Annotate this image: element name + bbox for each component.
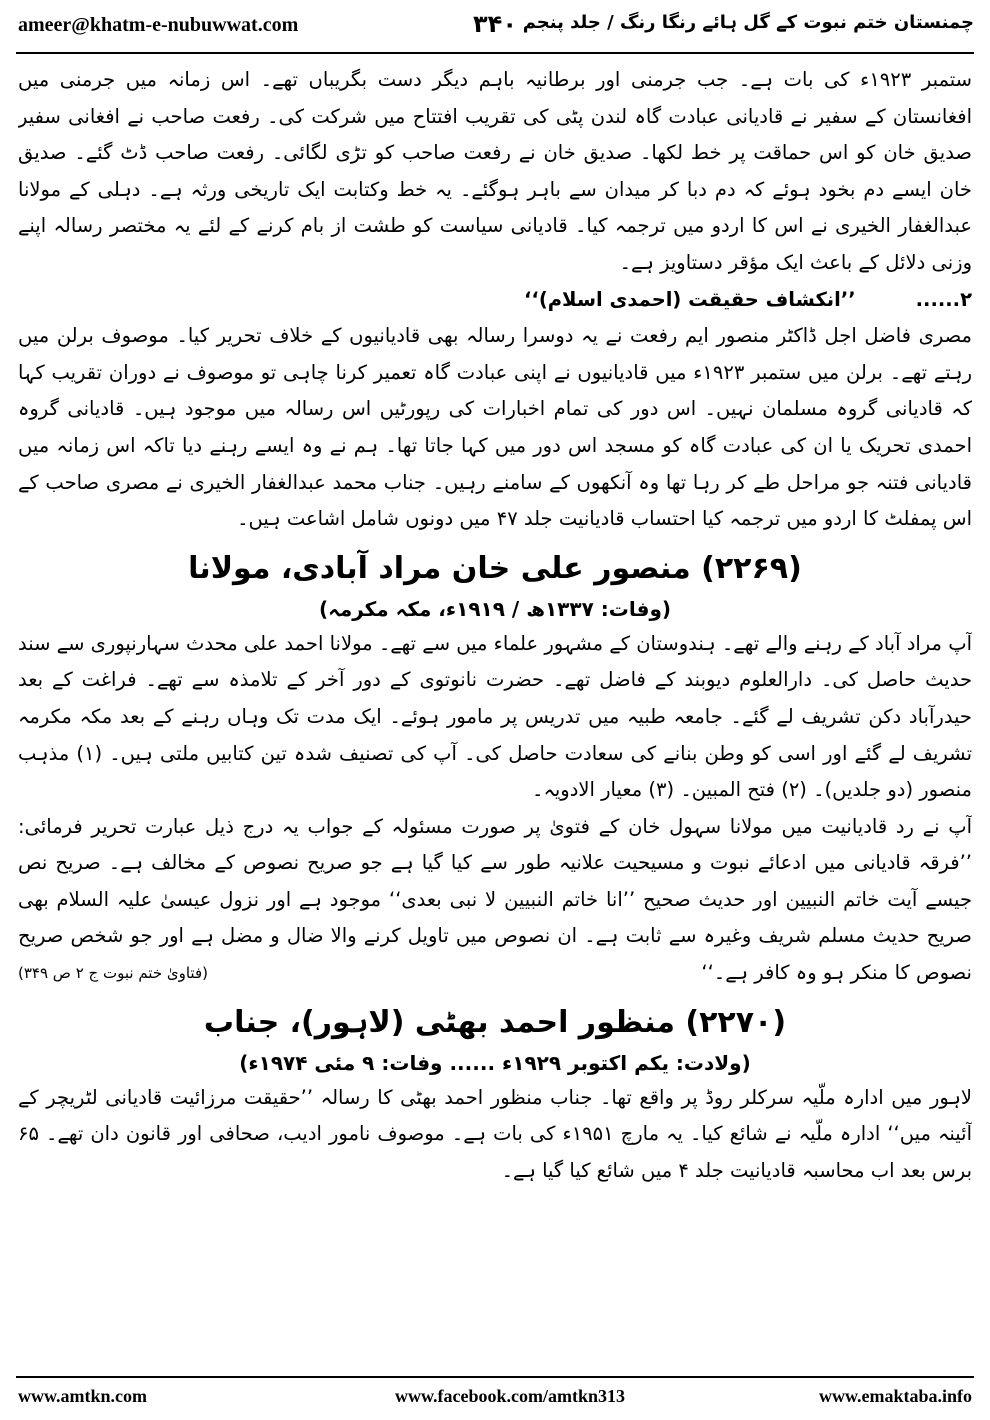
entry-dates-2269: (وفات: ۱۳۳۷ھ / ۱۹۱۹ء، مکہ مکرمہ) — [318, 596, 672, 621]
footer-divider — [16, 1376, 974, 1378]
paragraph-4-reference: (فتاویٰ ختم نبوت ج ۲ ص ۳۴۹) — [18, 964, 208, 983]
page-content — [18, 62, 972, 1362]
book-title: چمنستان ختم نبوت کے گل ہائے رنگا رنگ / جلد پنجم — [522, 12, 974, 33]
footer-link-facebook[interactable]: www.facebook.com/amtkn313 — [395, 1386, 625, 1406]
header-divider — [16, 52, 974, 54]
page-header — [0, 0, 990, 56]
paragraph-4-text: آپ نے رد قادیانیت میں مولانا سہول خان کے فتویٰ پر صورت مسئولہ کے جواب یہ درج ذیل عبارت تحریر فرمائی: ’’فرقہ قادیانی میں ادعائے نبوت و مسیحیت علانیہ طور سے کیا گیا ہے جو صریح نصوص کے مخالف ہے۔ صریح نص جیسے آیت خاتم النبیین اور حدیث صحیح ’’انا خاتم النبیین لا نبی بعدی‘‘ موجود ہے اور نزول عیسیٰ علیہ السلام بھی صریح حدیث مسلم شریف وغیرہ سے ثابت ہے۔ ان نصوص میں تاویل کرنے والا ضال و مضل ہے اور جو شخص صریح نصوص کا منکر ہو وہ کافر ہے۔‘‘ — [18, 814, 972, 985]
entry-dates-2270: (ولادت: یکم اکتوبر ۱۹۲۹ء ...... وفات: ۹ مئی ۱۹۷۴ء) — [239, 1050, 751, 1075]
item-2-number: ۲...... — [915, 287, 972, 311]
footer-link-amtkn[interactable]: www.amtkn.com — [18, 1386, 147, 1406]
header-email: ameer@khatm-e-nubuwwat.com — [18, 14, 299, 36]
item-2-title: ’’انکشاف حقیقت (احمدی اسلام)‘‘ — [524, 287, 856, 311]
paragraph-4 — [18, 809, 972, 992]
item-2-line — [18, 282, 972, 319]
entry-heading-2269: (۲۲۶۹) منصور علی خان مراد آبادی، مولانا — [188, 550, 802, 586]
footer-link-emaktaba[interactable]: www.emaktaba.info — [818, 1386, 972, 1406]
paragraph-5: لاہور میں ادارہ ملّیہ سرکلر روڈ پر واقع تھا۔ جناب منظور احمد بھٹی کا رسالہ ’’حقیقت مرزائیت قادیانی لٹریچر کے آئینہ میں‘‘ ادارہ ملّیہ نے شائع کیا۔ یہ مارچ ۱۹۵۱ء کی بات ہے۔ موصوف نامور ادیب، صحافی اور قانون دان تھے۔ ۶۵ برس بعد اب محاسبہ قادیانیت جلد ۴ میں شائع کیا گیا ہے۔ — [18, 1085, 972, 1182]
paragraph-2: مصری فاضل اجل ڈاکٹر منصور ایم رفعت نے یہ دوسرا رسالہ بھی قادیانیوں کے خلاف تحریر کیا۔ موصوف برلن میں رہتے تھے۔ برلن میں ستمبر ۱۹۲۳ء میں قادیانیوں نے اپنی عبادت گاہ تعمیر کرنا چاہی تو موصوف نے دوران تقریب کہا کہ قادیانی گروہ مسلمان نہیں۔ اس دور کی تمام اخبارات کی رپورٹیں اس رسالہ میں موجود ہیں۔ قادیانی گروہ احمدی تحریک یا ان کی عبادت گاہ کو مسجد اس دور میں کہا جاتا تھا۔ ہم نے وہ ایسے رہنے دیا تاکہ اس زمانہ میں قادیانی فتنہ جو مراحل طے کر رہا تھا وہ آنکھوں کے سامنے رہیں۔ جناب محمد عبدالغفار الخیری نے مصری صاحب کے اس پمفلٹ کا اردو میں ترجمہ کیا احتساب قادیانیت جلد ۴۷ میں دونوں شامل اشاعت ہیں۔ — [18, 324, 972, 531]
page-footer — [0, 1382, 990, 1420]
page-number: ۳۴۰ — [473, 10, 517, 38]
entry-heading-2270: (۲۲۷۰) منظور احمد بھٹی (لاہور)، جناب — [203, 1004, 787, 1040]
paragraph-intro: ستمبر ۱۹۲۳ء کی بات ہے۔ جب جرمنی اور برطانیہ باہم دیگر دست بگریباں تھے۔ اس زمانہ میں جرمنی میں افغانستان کے سفیر نے قادیانی عبادت گاہ لندن پٹی کی تقریب افتتاح میں شرکت کی۔ رفعت صاحب نے افغانی سفیر صدیق خان کو اس حماقت پر خط لکھا۔ صدیق خان نے رفعت صاحب کو تڑی لگائی۔ رفعت صاحب ڈٹ گئے۔ صدیق خان ایسے دم بخود ہوئے کہ دم دبا کر میدان سے باہر ہوگئے۔ یہ خط وکتابت ایک تاریخی ورثہ ہے۔ دہلی کے مولانا عبدالغفار الخیری نے اس کا اردو میں ترجمہ کیا۔ قادیانی سیاست کو طشت از بام کرنے کے لئے یہ مختصر رسالہ اپنے وزنی دلائل کے باعث ایک مؤقر دستاویز ہے۔ — [18, 68, 972, 274]
paragraph-3: آپ مراد آباد کے رہنے والے تھے۔ ہندوستان کے مشہور علماء میں سے تھے۔ مولانا احمد علی محدث سہارنپوری سے سند حدیث حاصل کی۔ دارالعلوم دیوبند کے فاضل تھے۔ حضرت نانوتوی کے دور آخر کے تلامذہ سے تھے۔ فراغت کے بعد حیدرآباد دکن تشریف لے گئے۔ جامعہ طبیہ میں تدریس پر مامور ہوئے۔ ایک مدت تک وہاں رہنے کے بعد مکہ مکرمہ تشریف لے گئے اور اسی کو وطن بنانے کی سعادت حاصل کی۔ آپ کی تصنیف شدہ تین کتابیں ملتی ہیں۔ (۱) مذہب منصور (دو جلدیں)۔ (۲) فتح المبین۔ (۳) معیار الادویہ۔ — [18, 631, 972, 802]
